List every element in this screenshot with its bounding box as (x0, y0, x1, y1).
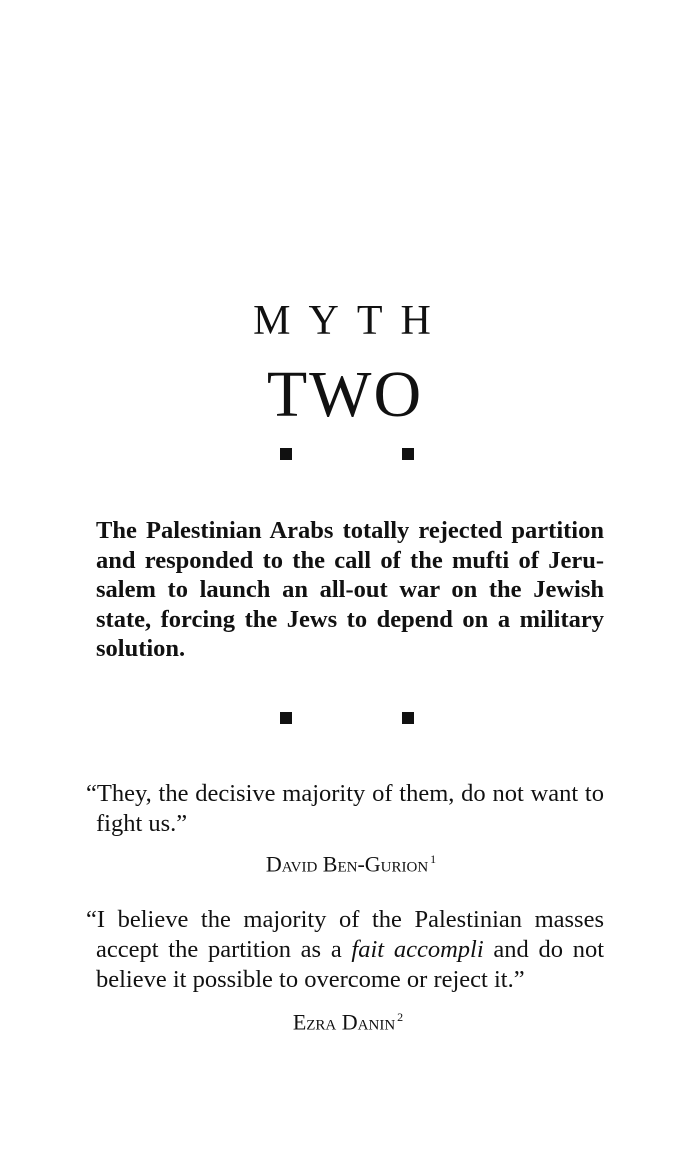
ornament-square (402, 712, 414, 724)
quote-text (86, 905, 604, 995)
footnote-marker: 1 (430, 852, 437, 866)
quote-italic-phrase: fait accompli (351, 936, 484, 963)
quote-text-part: “I believe the majority of the Palestinian masses accept the partition as a (86, 906, 604, 963)
ornament-square (280, 448, 292, 460)
ornament-square (402, 448, 414, 460)
quote-text: “They, the decisive majority of them, do not want to fight us.” (86, 780, 604, 837)
chapter-number: TWO (266, 358, 424, 431)
author-name: David Ben-Gurion (265, 851, 429, 877)
quote-attribution (0, 1011, 690, 1033)
epigraph-quote (86, 779, 604, 839)
author-name: Ezra Danin (292, 1009, 396, 1035)
quote-text-part: and do not believe it possible to overcome or reject it.” (96, 936, 605, 993)
quote-attribution (0, 853, 690, 875)
chapter-label-myth: MYTH (253, 298, 449, 344)
epigraph-quote (86, 905, 604, 995)
myth-statement: The Palestinian Arabs totally rejected partition and responded to the call of the mufti of Jeru-salem to launch an all-out war on the Jewish state, forcing the Jews to depend on a military solution. (96, 517, 604, 662)
ornament-square (280, 712, 292, 724)
footnote-marker: 2 (397, 1010, 404, 1024)
